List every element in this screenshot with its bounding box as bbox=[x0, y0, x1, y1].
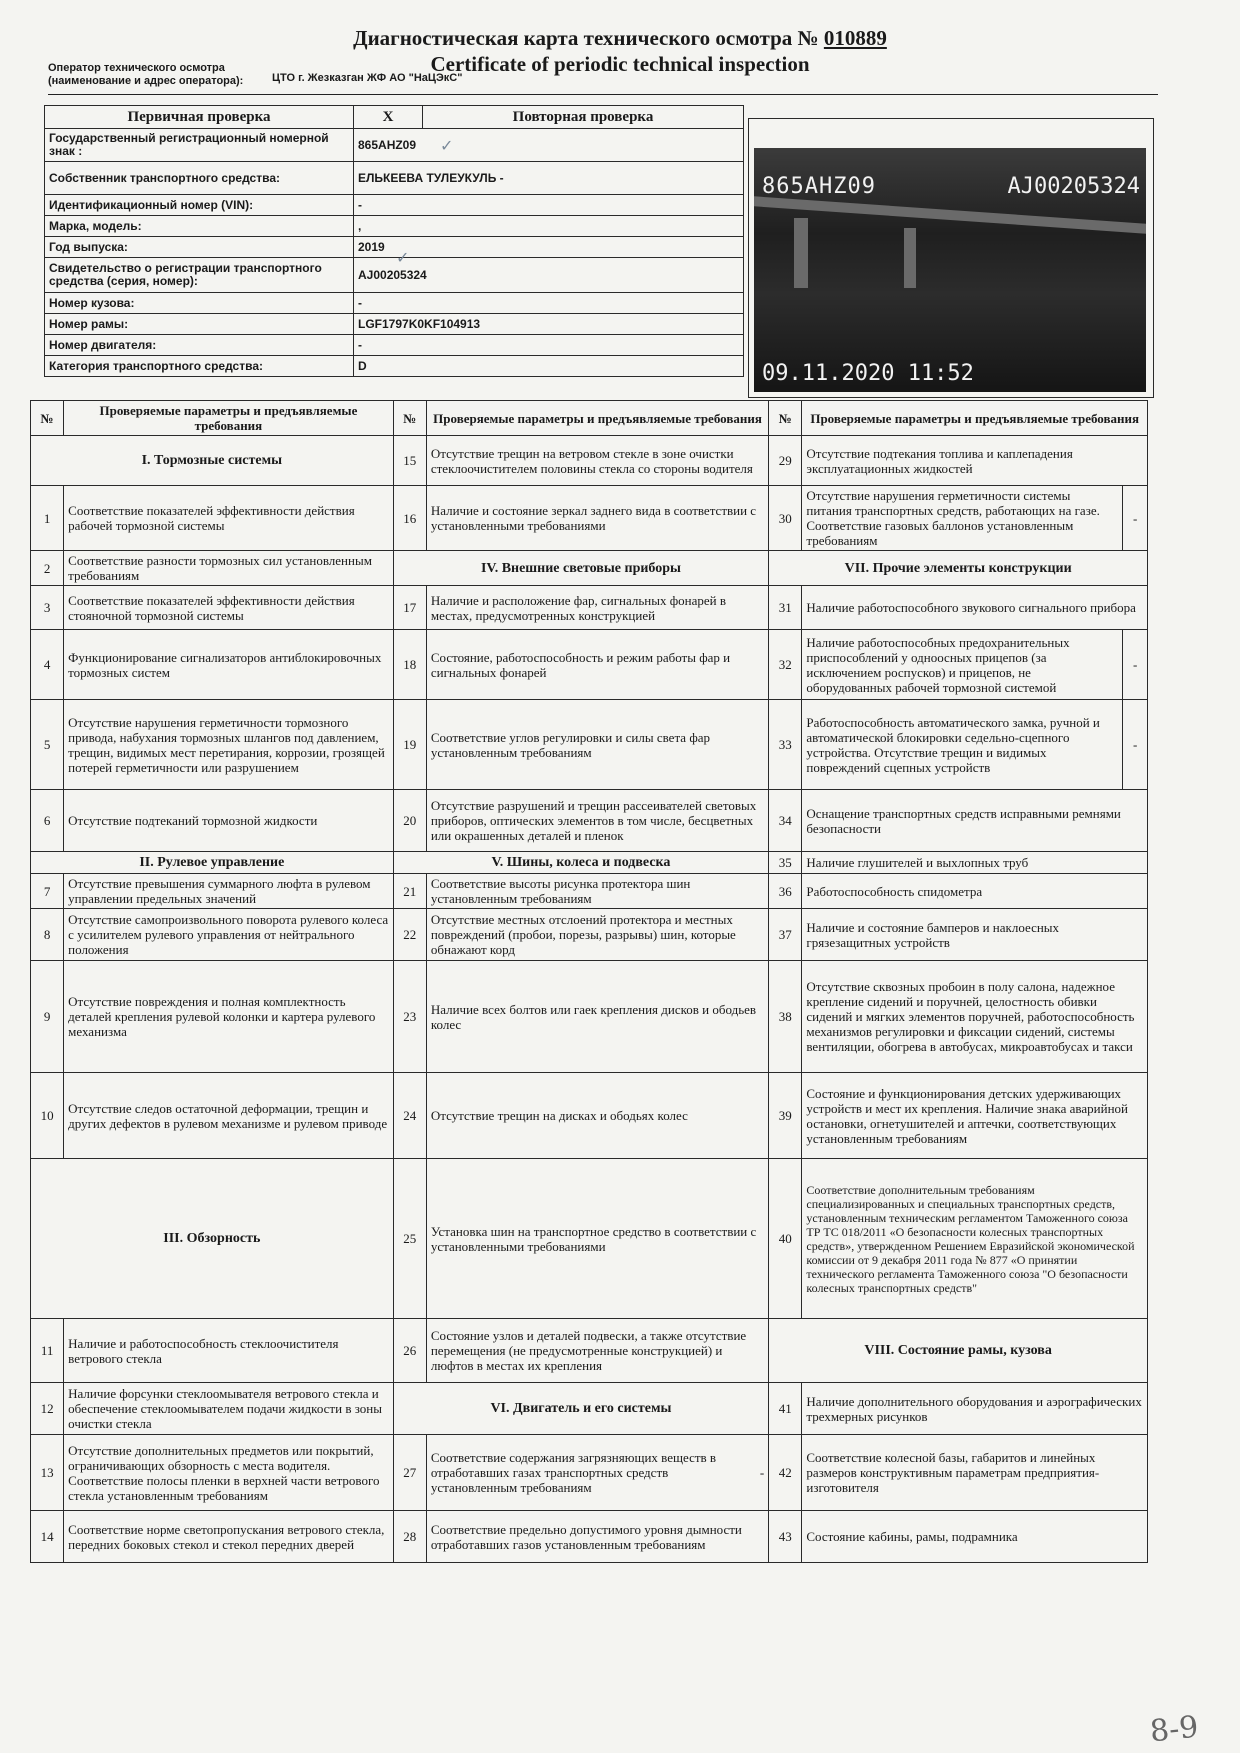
vehicle-label-body: Номер кузова: bbox=[45, 293, 354, 314]
item-text: Оснащение транспортных средств исправными ремнями безопасности bbox=[802, 790, 1148, 852]
item-number: 43 bbox=[769, 1511, 802, 1563]
title-en: Certificate of periodic technical inspection bbox=[430, 52, 810, 76]
photo-beam bbox=[794, 218, 808, 288]
item-text: Состояние и функционирования детских удерживающих устройств и мест их крепления. Наличие знака аварийной остановки, огнетушителей и аптечки, соответствующих установленным требованиям bbox=[802, 1073, 1148, 1159]
item-text: Отсутствие превышения суммарного люфта в рулевом управлении предельных значений bbox=[64, 874, 394, 909]
vehicle-value-body: - bbox=[354, 293, 744, 314]
item-text: Наличие форсунки стеклоомывателя ветрового стекла и обеспечение стеклоомывателем подачи жидкости в зоны очистки стекла bbox=[64, 1383, 394, 1435]
item-number: 24 bbox=[393, 1073, 426, 1159]
item-number: 15 bbox=[393, 436, 426, 486]
handwritten-note: 8-9 bbox=[1148, 1709, 1201, 1750]
item-text: Соответствие высоты рисунка протектора шин установленным требованиям bbox=[426, 874, 768, 909]
item-text: Отсутствие местных отслоений протектора и местных повреждений (пробои, порезы, разрывы) шин, которые обнажают корд bbox=[426, 909, 768, 961]
item-number: 3 bbox=[31, 586, 64, 630]
vehicle-value-make: , bbox=[354, 216, 744, 237]
item-text: Отсутствие следов остаточной деформации, трещин и других дефектов в рулевом механизме и рулевом приводе bbox=[64, 1073, 394, 1159]
item-mark: - bbox=[1123, 630, 1148, 700]
item-text: Наличие глушителей и выхлопных труб bbox=[802, 852, 1148, 874]
section-title: VI. Двигатель и его системы bbox=[393, 1383, 769, 1435]
item-number: 19 bbox=[393, 700, 426, 790]
repeat-check-label: Повторная проверка bbox=[423, 106, 744, 129]
vehicle-label-make: Марка, модель: bbox=[45, 216, 354, 237]
item-text: Отсутствие разрушений и трещин рассеивателей световых приборов, оптических элементов в том числе, бесцветных или окрашенных деталей и пленок bbox=[426, 790, 768, 852]
item-number: 23 bbox=[393, 961, 426, 1073]
section-title: VII. Прочие элементы конструкции bbox=[769, 551, 1148, 586]
item-text: Наличие и работоспособность стеклоочистителя ветрового стекла bbox=[64, 1319, 394, 1383]
vehicle-label-vin: Идентификационный номер (VIN): bbox=[45, 195, 354, 216]
item-number: 31 bbox=[769, 586, 802, 630]
col-params: Проверяемые параметры и предъявляемые требования bbox=[802, 401, 1148, 436]
item-text: Наличие работоспособного звукового сигнального прибора bbox=[802, 586, 1148, 630]
item-number: 10 bbox=[31, 1073, 64, 1159]
vehicle-value-year: 2019 bbox=[354, 237, 744, 258]
section-title: II. Рулевое управление bbox=[31, 852, 394, 874]
vehicle-label-frame: Номер рамы: bbox=[45, 314, 354, 335]
item-text: Отсутствие повреждения и полная комплектность деталей крепления рулевой колонки и картера рулевого механизма bbox=[64, 961, 394, 1073]
item-number: 29 bbox=[769, 436, 802, 486]
item-text: Отсутствие сквозных пробоин в полу салона, надежное крепление сидений и поручней, целостность обивки сидений и мягких элементов поручней, работоспособность механизмов регулировки и фиксации сидений, системы вентиляции, обогрева в автобусах, микроавтобусах и такси bbox=[802, 961, 1148, 1073]
photo-plate-overlay: 865AHZ09 bbox=[762, 174, 876, 199]
item-number: 37 bbox=[769, 909, 802, 961]
item-number: 18 bbox=[393, 630, 426, 700]
item-text: Установка шин на транспортное средство в соответствии с установленными требованиями bbox=[426, 1159, 768, 1319]
item-number: 12 bbox=[31, 1383, 64, 1435]
item-number: 38 bbox=[769, 961, 802, 1073]
operator-value: ЦТО г. Жезказган ЖФ АО "НаЦЭкС" bbox=[272, 72, 463, 84]
col-no: № bbox=[393, 401, 426, 436]
item-text bbox=[426, 1435, 768, 1511]
photo-beam bbox=[904, 228, 916, 288]
vehicle-label-category: Категория транспортного средства: bbox=[45, 356, 354, 377]
item-number: 11 bbox=[31, 1319, 64, 1383]
item-text: Состояние кабины, рамы, подрамника bbox=[802, 1511, 1148, 1563]
item-number: 35 bbox=[769, 852, 802, 874]
vehicle-value-registration: AJ00205324 bbox=[354, 258, 744, 293]
item-text: Отсутствие нарушения герметичности тормозного привода, набухания тормозных шлангов под давлением, трещин, видимых мест перетирания, коррозии, грозящей потерей герметичности или разрушением bbox=[64, 700, 394, 790]
item-number: 26 bbox=[393, 1319, 426, 1383]
item-number: 16 bbox=[393, 486, 426, 551]
photo-timestamp: 09.11.2020 11:52 bbox=[762, 361, 974, 386]
item-number: 4 bbox=[31, 630, 64, 700]
vehicle-label-year: Год выпуска: bbox=[45, 237, 354, 258]
section-title: IV. Внешние световые приборы bbox=[393, 551, 769, 586]
item-text-27: Соответствие содержания загрязняющих веществ в отработавших газах транспортных средств установленным требованиям bbox=[430, 1450, 717, 1495]
col-params: Проверяемые параметры и предъявляемые требования bbox=[426, 401, 768, 436]
item-text: Отсутствие подтекания топлива и каплепадения эксплуатационных жидкостей bbox=[802, 436, 1148, 486]
photo-cert-overlay: AJ00205324 bbox=[1007, 174, 1140, 199]
item-number: 14 bbox=[31, 1511, 64, 1563]
item-text: Соответствие предельно допустимого уровня дымности отработавших газов установленным требованиям bbox=[426, 1511, 768, 1563]
item-text: Наличие всех болтов или гаек крепления дисков и ободьев колес bbox=[426, 961, 768, 1073]
item-text: Наличие работоспособных предохранительных приспособлений у одноосных прицепов (за исключением роспусков) и прицепов, не оборудованных рабочей тормозной системой bbox=[802, 630, 1123, 700]
item-text: Соответствие углов регулировки и силы света фар установленным требованиям bbox=[426, 700, 768, 790]
item-text: Соответствие колесной базы, габаритов и линейных размеров конструктивным параметрам предприятия-изготовителя bbox=[802, 1435, 1148, 1511]
item-number: 21 bbox=[393, 874, 426, 909]
item-number: 7 bbox=[31, 874, 64, 909]
vehicle-value-frame: LGF1797K0KF104913 bbox=[354, 314, 744, 335]
vehicle-value-category: D bbox=[354, 356, 744, 377]
check-mark-icon: ✓ bbox=[440, 138, 454, 155]
item-number: 25 bbox=[393, 1159, 426, 1319]
item-text: Наличие и состояние зеркал заднего вида в соответствии с установленными требованиями bbox=[426, 486, 768, 551]
item-number: 39 bbox=[769, 1073, 802, 1159]
item-text: Отсутствие дополнительных предметов или покрытий, ограничивающих обзорность с места водителя. Соответствие полосы пленки в верхней части ветрового стекла установленным требованиям bbox=[64, 1435, 394, 1511]
certificate-number: 010889 bbox=[823, 26, 887, 50]
item-text: Работоспособность спидометра bbox=[802, 874, 1148, 909]
vehicle-value-engine: - bbox=[354, 335, 744, 356]
item-number: 13 bbox=[31, 1435, 64, 1511]
item-text: Соответствие показателей эффективности действия стояночной тормозной системы bbox=[64, 586, 394, 630]
vehicle-label-engine: Номер двигателя: bbox=[45, 335, 354, 356]
item-number: 9 bbox=[31, 961, 64, 1073]
item-text: Отсутствие нарушения герметичности системы питания транспортных средств, работающих на газе. Соответствие газовых баллонов установленным требованиям bbox=[802, 486, 1123, 551]
vehicle-value-vin: - bbox=[354, 195, 744, 216]
vehicle-photo bbox=[754, 148, 1146, 392]
item-text: Отсутствие самопроизвольного поворота рулевого колеса с усилителем рулевого управления от нейтрального положения bbox=[64, 909, 394, 961]
item-number: 27 bbox=[393, 1435, 426, 1511]
item-text: Соответствие дополнительным требованиям специализированных и специальных транспортных средств, установленным техническим регламентом Таможенного союза ТР ТС 018/2011 «О безопасности колесных транспортных средств», утвержденном Решением Евразийской экономической комиссии от 9 декабря 2011 года № 877 «О принятии технического регламента Таможенного союза "О безопасности колесных транспортных средств" bbox=[802, 1159, 1148, 1319]
checks-table bbox=[30, 400, 1148, 1563]
item-text: Соответствие разности тормозных сил установленным требованиям bbox=[64, 551, 394, 586]
section-title: V. Шины, колеса и подвеска bbox=[393, 852, 769, 874]
item-number: 42 bbox=[769, 1435, 802, 1511]
item-number: 2 bbox=[31, 551, 64, 586]
title-ru-text: Диагностическая карта технического осмотра № bbox=[353, 26, 819, 50]
item-number: 40 bbox=[769, 1159, 802, 1319]
item-text: Работоспособность автоматического замка, ручной и автоматической блокировки седельно-сцепного устройства. Отсутствие трещин и видимых повреждений сцепных устройств bbox=[802, 700, 1123, 790]
vehicle-label-owner: Собственник транспортного средства: bbox=[45, 162, 354, 195]
item-mark: - bbox=[1123, 486, 1148, 551]
check-mark-icon: ✓ bbox=[396, 250, 410, 267]
item-text: Функционирование сигнализаторов антиблокировочных тормозных систем bbox=[64, 630, 394, 700]
item-text: Отсутствие трещин на дисках и ободьях колес bbox=[426, 1073, 768, 1159]
item-text: Наличие и состояние бамперов и наклоесных грязезащитных устройств bbox=[802, 909, 1148, 961]
item-number: 1 bbox=[31, 486, 64, 551]
primary-check-label: Первичная проверка bbox=[45, 106, 354, 129]
item-number: 22 bbox=[393, 909, 426, 961]
item-mark: - bbox=[759, 1465, 765, 1480]
item-number: 36 bbox=[769, 874, 802, 909]
item-number: 17 bbox=[393, 586, 426, 630]
item-number: 6 bbox=[31, 790, 64, 852]
primary-check-mark: X bbox=[354, 106, 423, 129]
item-number: 28 bbox=[393, 1511, 426, 1563]
section-title: III. Обзорность bbox=[31, 1159, 394, 1319]
photo-beam bbox=[754, 196, 1146, 233]
operator-label: Оператор технического осмотра (наименование и адрес оператора): bbox=[48, 62, 244, 87]
col-no: № bbox=[31, 401, 64, 436]
vehicle-value-plate: 865AHZ09 bbox=[354, 129, 744, 162]
vehicle-label-registration: Свидетельство о регистрации транспортного средства (серия, номер): bbox=[45, 258, 354, 293]
item-number: 41 bbox=[769, 1383, 802, 1435]
vehicle-info-table bbox=[44, 105, 744, 377]
divider bbox=[48, 94, 1158, 95]
item-number: 8 bbox=[31, 909, 64, 961]
item-number: 5 bbox=[31, 700, 64, 790]
item-text: Соответствие показателей эффективности действия рабочей тормозной системы bbox=[64, 486, 394, 551]
item-number: 32 bbox=[769, 630, 802, 700]
vehicle-value-owner: ЕЛЬКЕЕВА ТУЛЕУКУЛЬ - bbox=[354, 162, 744, 195]
item-text: Состояние, работоспособность и режим работы фар и сигнальных фонарей bbox=[426, 630, 768, 700]
item-number: 34 bbox=[769, 790, 802, 852]
vehicle-label-plate: Государственный регистрационный номерной знак : bbox=[45, 129, 354, 162]
item-number: 33 bbox=[769, 700, 802, 790]
title-ru bbox=[0, 26, 1240, 51]
item-text: Наличие и расположение фар, сигнальных фонарей в местах, предусмотренных конструкцией bbox=[426, 586, 768, 630]
item-text: Соответствие норме светопропускания ветрового стекла, передних боковых стекол и стекол передних дверей bbox=[64, 1511, 394, 1563]
item-number: 20 bbox=[393, 790, 426, 852]
item-mark: - bbox=[1123, 700, 1148, 790]
col-params: Проверяемые параметры и предъявляемые требования bbox=[64, 401, 394, 436]
item-text: Отсутствие трещин на ветровом стекле в зоне очистки стеклоочистителем половины стекла со стороны водителя bbox=[426, 436, 768, 486]
item-text: Отсутствие подтеканий тормозной жидкости bbox=[64, 790, 394, 852]
section-title: VIII. Состояние рамы, кузова bbox=[769, 1319, 1148, 1383]
item-number: 30 bbox=[769, 486, 802, 551]
section-title: I. Тормозные системы bbox=[31, 436, 394, 486]
item-text: Наличие дополнительного оборудования и аэрографических трехмерных рисунков bbox=[802, 1383, 1148, 1435]
col-no: № bbox=[769, 401, 802, 436]
item-text: Состояние узлов и деталей подвески, а также отсутствие перемещения (не предусмотренные конструкцией) и люфтов в местах их крепления bbox=[426, 1319, 768, 1383]
